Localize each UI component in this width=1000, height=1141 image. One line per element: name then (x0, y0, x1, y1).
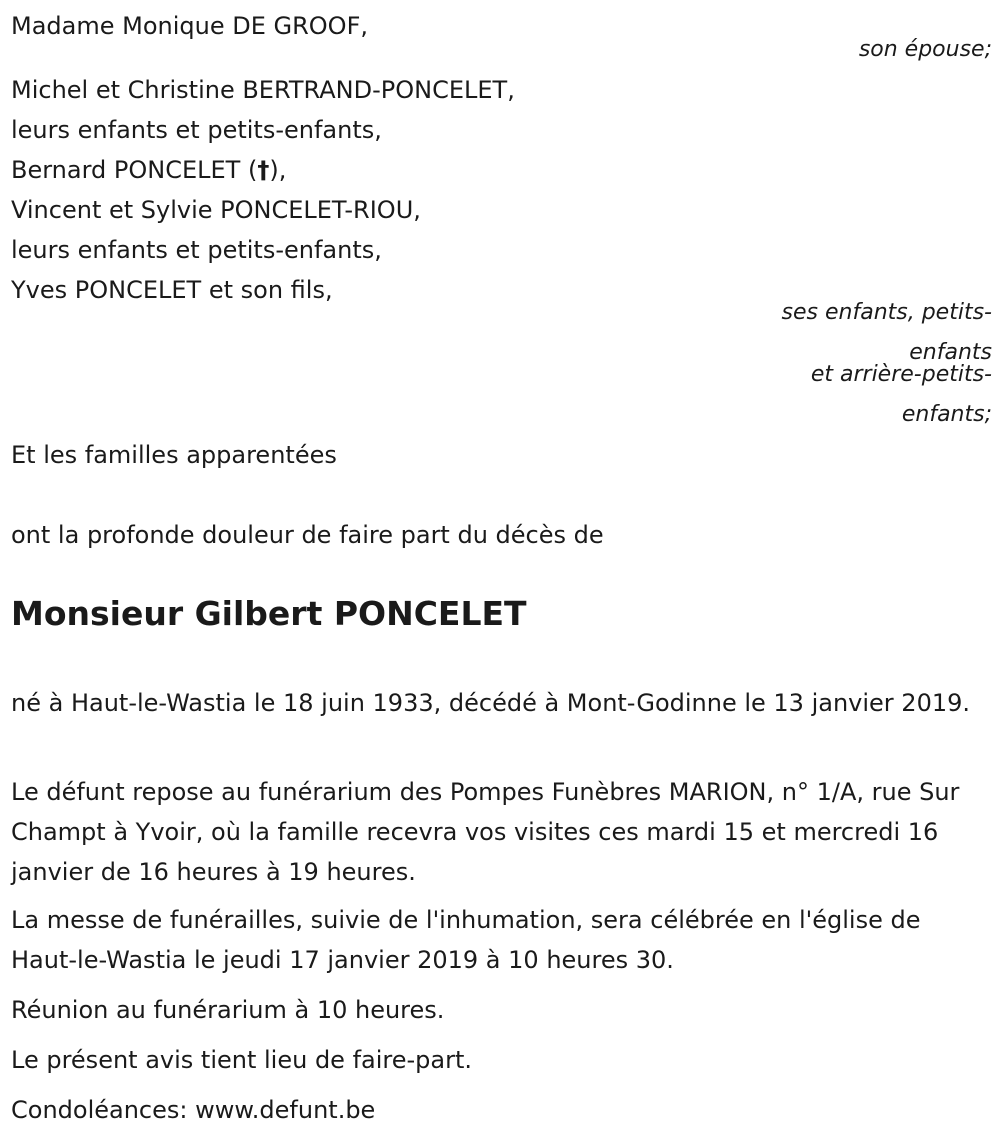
children-role-part1: ses enfants, petits-enfants (781, 300, 992, 365)
condolences-paragraph: Condoléances: www.defunt.be (11, 1096, 376, 1124)
deceased-name: Monsieur Gilbert PONCELET (11, 594, 527, 633)
spouse-role-text: son épouse; (858, 37, 992, 62)
visitation-paragraph: Le défunt repose au funérarium des Pompes Funèbres MARION, n° 1/A, rue Sur Champt à Yvoir, où la famille recevra vos visites ces mardi 15 et mercredi 16 janvier de 16 heures à 19 heures. (11, 778, 960, 886)
meeting-paragraph: Réunion au funérarium à 10 heures. (11, 996, 445, 1024)
birth-death-paragraph: né à Haut-le-Wastia le 18 juin 1933, décédé à Mont-Godinne le 13 janvier 2019. (11, 689, 971, 717)
family-line-2: leurs enfants et petits-enfants, (11, 116, 382, 144)
bernard-name: Bernard PONCELET ( (11, 156, 258, 184)
children-role-continued (762, 355, 992, 435)
funeral-paragraph: La messe de funérailles, suivie de l'inhumation, sera célébrée en l'église de Haut-le-Wastia le jeudi 17 janvier 2019 à 10 heures 30. (11, 906, 921, 974)
relatives-line: Et les familles apparentées (11, 441, 337, 469)
announcement-intro: ont la profonde douleur de faire part du décès de (11, 521, 604, 549)
family-line-4: Vincent et Sylvie PONCELET-RIOU, (11, 196, 421, 224)
family-line-bernard (11, 150, 286, 190)
family-line-1: Michel et Christine BERTRAND-PONCELET, (11, 76, 515, 104)
notice-paragraph: Le présent avis tient lieu de faire-part. (11, 1046, 473, 1074)
bernard-suffix: ), (269, 156, 287, 184)
spouse-name: Madame Monique DE GROOF, (11, 12, 368, 40)
cross-icon: † (257, 156, 270, 184)
spouse-role (732, 30, 992, 70)
children-role-part2: et arrière-petits-enfants; (810, 362, 992, 427)
family-line-6: Yves PONCELET et son fils, (11, 276, 333, 304)
family-line-5: leurs enfants et petits-enfants, (11, 236, 382, 264)
